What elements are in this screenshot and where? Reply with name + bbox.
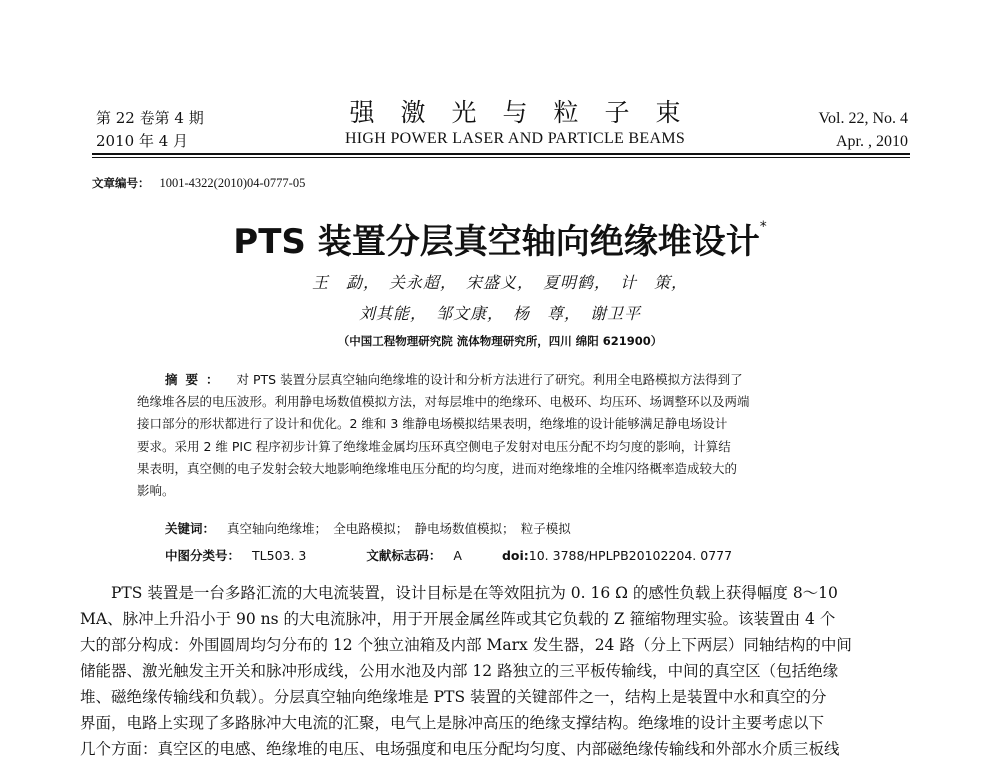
- keywords-label: 关键词：: [165, 521, 216, 536]
- abstract: [137, 369, 863, 502]
- body-line: 几个方面：真空区的电感、绝缘堆的电压、电场强度和电压分配均匀度、内部磁绝缘传输线和外部水介质三板线: [80, 740, 840, 758]
- date-en: Apr. , 2010: [836, 133, 908, 150]
- authors-line-1: 王 勐， 关永超， 宋盛义， 夏明鹤， 计 策，: [311, 273, 688, 292]
- journal-name: [280, 98, 750, 150]
- volume-cn: 第 22 卷第 4 期: [96, 109, 204, 127]
- abstract-line: [137, 369, 863, 391]
- keywords: [165, 519, 865, 537]
- article-number: [92, 175, 305, 191]
- abstract-line: 要求。采用 2 维 PIC 程序初步计算了绝缘堆金属均压环真空侧电子发射对电压分配不均匀度的影响，计算结: [137, 438, 731, 454]
- volume-en: Vol. 22, No. 4: [818, 110, 908, 127]
- article-number-label: 文章编号：: [92, 176, 150, 190]
- journal-issue-cn: [96, 107, 204, 153]
- body-line: 储能器、激光触发主开关和脉冲形成线，公用水池及内部 12 路独立的三平板传输线，中间的真空区（包括绝缘: [80, 662, 839, 680]
- journal-name-cn: 强激光与粒子束: [349, 98, 707, 127]
- clc-label: 中图分类号：: [165, 548, 241, 563]
- abstract-line: 接口部分的形状都进行了设计和优化。2 维和 3 维静电场模拟结果表明，绝缘堆的设计能够满足静电场设计: [137, 416, 728, 432]
- doi-label: doi:: [501, 548, 529, 563]
- doc-code-label: 文献标志码：: [366, 548, 442, 563]
- body-line: MA、脉冲上升沿小于 90 ns 的大电流脉冲，用于开展金属丝阵或其它负载的 Z 箍缩物理实验。该装置由 4 个: [80, 610, 836, 628]
- keywords-value: 真空轴向绝缘堆； 全电路模拟； 静电场数值模拟； 粒子模拟: [227, 521, 571, 536]
- article-number-value: 1001-4322(2010)04-0777-05: [159, 176, 306, 190]
- abstract-label: 摘要：: [165, 372, 227, 387]
- title-footnote-mark: *: [759, 219, 767, 235]
- journal-issue-en: [819, 107, 909, 153]
- journal-name-en: HIGH POWER LASER AND PARTICLE BEAMS: [344, 130, 686, 147]
- header-rule-thin: [92, 157, 910, 158]
- abstract-text: 对 PTS 装置分层真空轴向绝缘堆的设计和分析方法进行了研究。利用全电路模拟方法得到了: [236, 372, 743, 387]
- body-line: 界面，电路上实现了多路脉冲大电流的汇聚，电气上是脉冲高压的绝缘支撑结构。绝缘堆的设计主要考虑以下: [80, 714, 825, 732]
- clc-value: TL503. 3: [252, 548, 307, 563]
- affiliation: （中国工程物理研究院 流体物理研究所，四川 绵阳 621900）: [337, 334, 663, 348]
- header-rule-thick: [92, 153, 910, 155]
- paper-title: [0, 205, 1000, 264]
- body-line: 堆、磁绝缘传输线和负载）。分层真空轴向绝缘堆是 PTS 装置的关键部件之一，结构上是装置中水和真空的分: [80, 688, 827, 706]
- body-line: PTS 装置是一台多路汇流的大电流装置，设计目标是在等效阻抗为 0. 16 Ω 的感性负载上获得幅度 8～10: [111, 584, 838, 602]
- body-line: 大的部分构成：外围圆周均匀分布的 12 个独立油箱及内部 Marx 发生器，24 路（分上下两层）同轴结构的中间: [80, 636, 852, 654]
- doc-code-value: A: [453, 548, 462, 563]
- abstract-line: 绝缘堆各层的电压波形。利用静电场数值模拟方法，对每层堆中的绝缘环、电极环、均压环、场调整环以及两端: [137, 394, 750, 410]
- abstract-line: 果表明，真空侧的电子发射会较大地影响绝缘堆电压分配的均匀度，进而对绝缘堆的全堆闪络概率造成较大的: [137, 460, 738, 476]
- abstract-line: 影响。: [137, 483, 175, 499]
- authors-line-2: 刘其能， 邹文康， 杨 尊， 谢卫平: [358, 304, 641, 323]
- classification: [165, 546, 865, 564]
- doi-value: 10. 3788/HPLPB20102204. 0777: [528, 548, 733, 563]
- date-cn: 2010 年 4 月: [96, 132, 189, 150]
- body-text: [80, 580, 925, 760]
- paper-title-text: PTS 装置分层真空轴向绝缘堆设计: [233, 222, 760, 262]
